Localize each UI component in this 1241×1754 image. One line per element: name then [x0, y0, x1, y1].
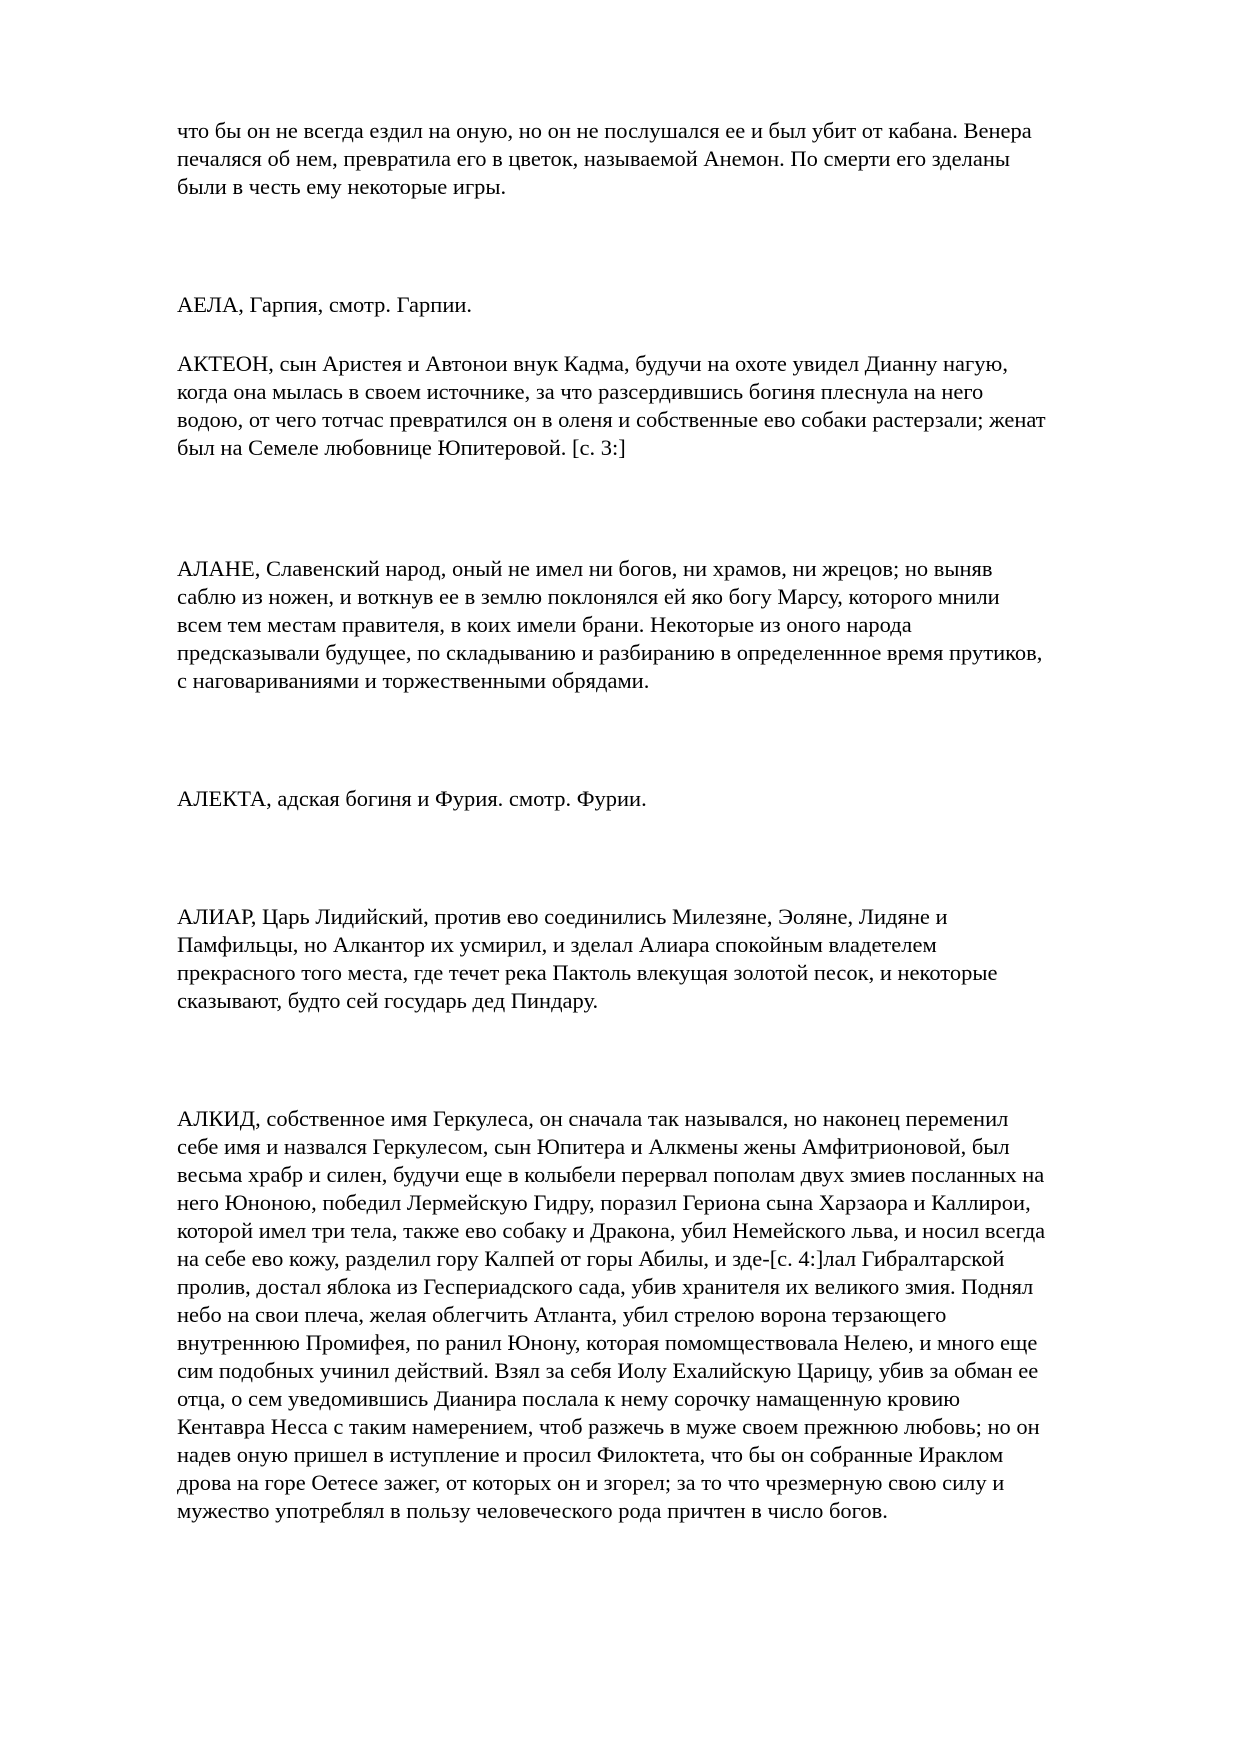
text-line: что бы он не всегда ездил на оную, но он не послушался ее и был убит от кабана. Венера — [177, 118, 1032, 143]
entry-alekta-line: АЛЕКТА, адская богиня и Фурия. смотр. Фурии. — [177, 786, 647, 811]
entry-alkid-line: Кентавра Несса с таким намерением, чтоб разжечь в муже своем прежнюю любовь; но он — [177, 1414, 1040, 1439]
entry-alkid-line: внутреннюю Промифея, по ранил Юнону, которая помомществовала Нелею, и много еще — [177, 1330, 1038, 1355]
entry-alkid-line: весьма храбр и силен, будучи еще в колыбели перервал пополам двух змиев посланных на — [177, 1162, 1045, 1187]
entry-aliar-line: АЛИАР, Царь Лидийский, против ево соединились Милезяне, Эоляне, Лидяне и — [177, 904, 948, 929]
entry-akteon-line: когда она мылась в своем источнике, за что разсердившись богиня плеснула на него — [177, 379, 984, 404]
entry-alane-line: всем тем местам правителя, в коих имели брани. Некоторые из оного народа — [177, 612, 912, 637]
entry-alkid-line: небо на свои плеча, желая облегчить Атланта, убил стрелою ворона терзающего — [177, 1302, 947, 1327]
entry-alkid-line: дрова на горе Оетесе зажег, от которых он и згорел; за то что чрезмерную свою силу и — [177, 1470, 1005, 1495]
entry-aliar-line: сказывают, будто сей государь дед Пиндару. — [177, 988, 599, 1013]
entry-alkid-line: которой имел три тела, также ево собаку и Дракона, убил Немейского льва, и носил всегда — [177, 1218, 1046, 1243]
entry-akteon-line: АКТЕОН, сын Аристея и Автонои внук Кадма, будучи на охоте увидел Дианну нагую, — [177, 351, 1008, 376]
entry-alane-line: саблю из ножен, и воткнув ее в землю поклонялся ей яко богу Марсу, которого мнили — [177, 584, 1000, 609]
entry-akteon-line: был на Семеле любовнице Юпитеровой. [с. 3:] — [177, 435, 626, 460]
entry-alkid-line: отца, о сем уведомившись Дианира послала к нему сорочку намащенную кровию — [177, 1386, 961, 1411]
entry-alkid-line: мужество употреблял в пользу человеческого рода причтен в число богов. — [177, 1498, 888, 1523]
text-line: печаляся об нем, превратила его в цветок, называемой Анемон. По смерти его зделаны — [177, 146, 1011, 171]
entry-aliar-line: прекрасного того места, где течет река Пактоль влекущая золотой песок, и некоторые — [177, 960, 998, 985]
entry-alkid-line: него Юноною, победил Лермейскую Гидру, поразил Гериона сына Харзаора и Каллирои, — [177, 1190, 1031, 1215]
entry-aela-line: АЕЛА, Гарпия, смотр. Гарпии. — [177, 292, 473, 317]
text-line: были в честь ему некоторые игры. — [177, 174, 507, 199]
entry-alkid-line: надев оную пришел в иступление и просил Филоктета, что бы он собранные Ираклом — [177, 1442, 1004, 1467]
entry-akteon-line: водою, от чего тотчас превратился он в оленя и собственные ево собаки растерзали; женат — [177, 407, 1046, 432]
entry-alkid-line: себе имя и назвался Геркулесом, сын Юпитера и Алкмены жены Амфитрионовой, был — [177, 1134, 1010, 1159]
entry-alkid-line: пролив, достал яблока из Геспериадского сада, убив хранителя их великого змия. Поднял — [177, 1274, 1034, 1299]
entry-alkid-line: на себе ево кожу, разделил гору Калпей от горы Абилы, и зде-[с. 4:]лал Гибралтарской — [177, 1246, 1005, 1271]
entry-alane-line: с наговариваниями и торжественными обрядами. — [177, 668, 650, 693]
entry-alkid-line: сим подобных учинил действий. Взял за себя Иолу Ехалийскую Царицу, убив за обман ее — [177, 1358, 1039, 1383]
entry-alkid-line: АЛКИД, собственное имя Геркулеса, он сначала так назывался, но наконец переменил — [177, 1106, 1009, 1131]
entry-alane-line: АЛАНЕ, Славенский народ, оный не имел ни богов, ни храмов, ни жрецов; но выняв — [177, 556, 993, 581]
entry-alane-line: предсказывали будущее, по складыванию и разбиранию в определеннное время прутиков, — [177, 640, 1043, 665]
entry-aliar-line: Памфильцы, но Алкантор их усмирил, и зделал Алиара спокойным владетелем — [177, 932, 937, 957]
